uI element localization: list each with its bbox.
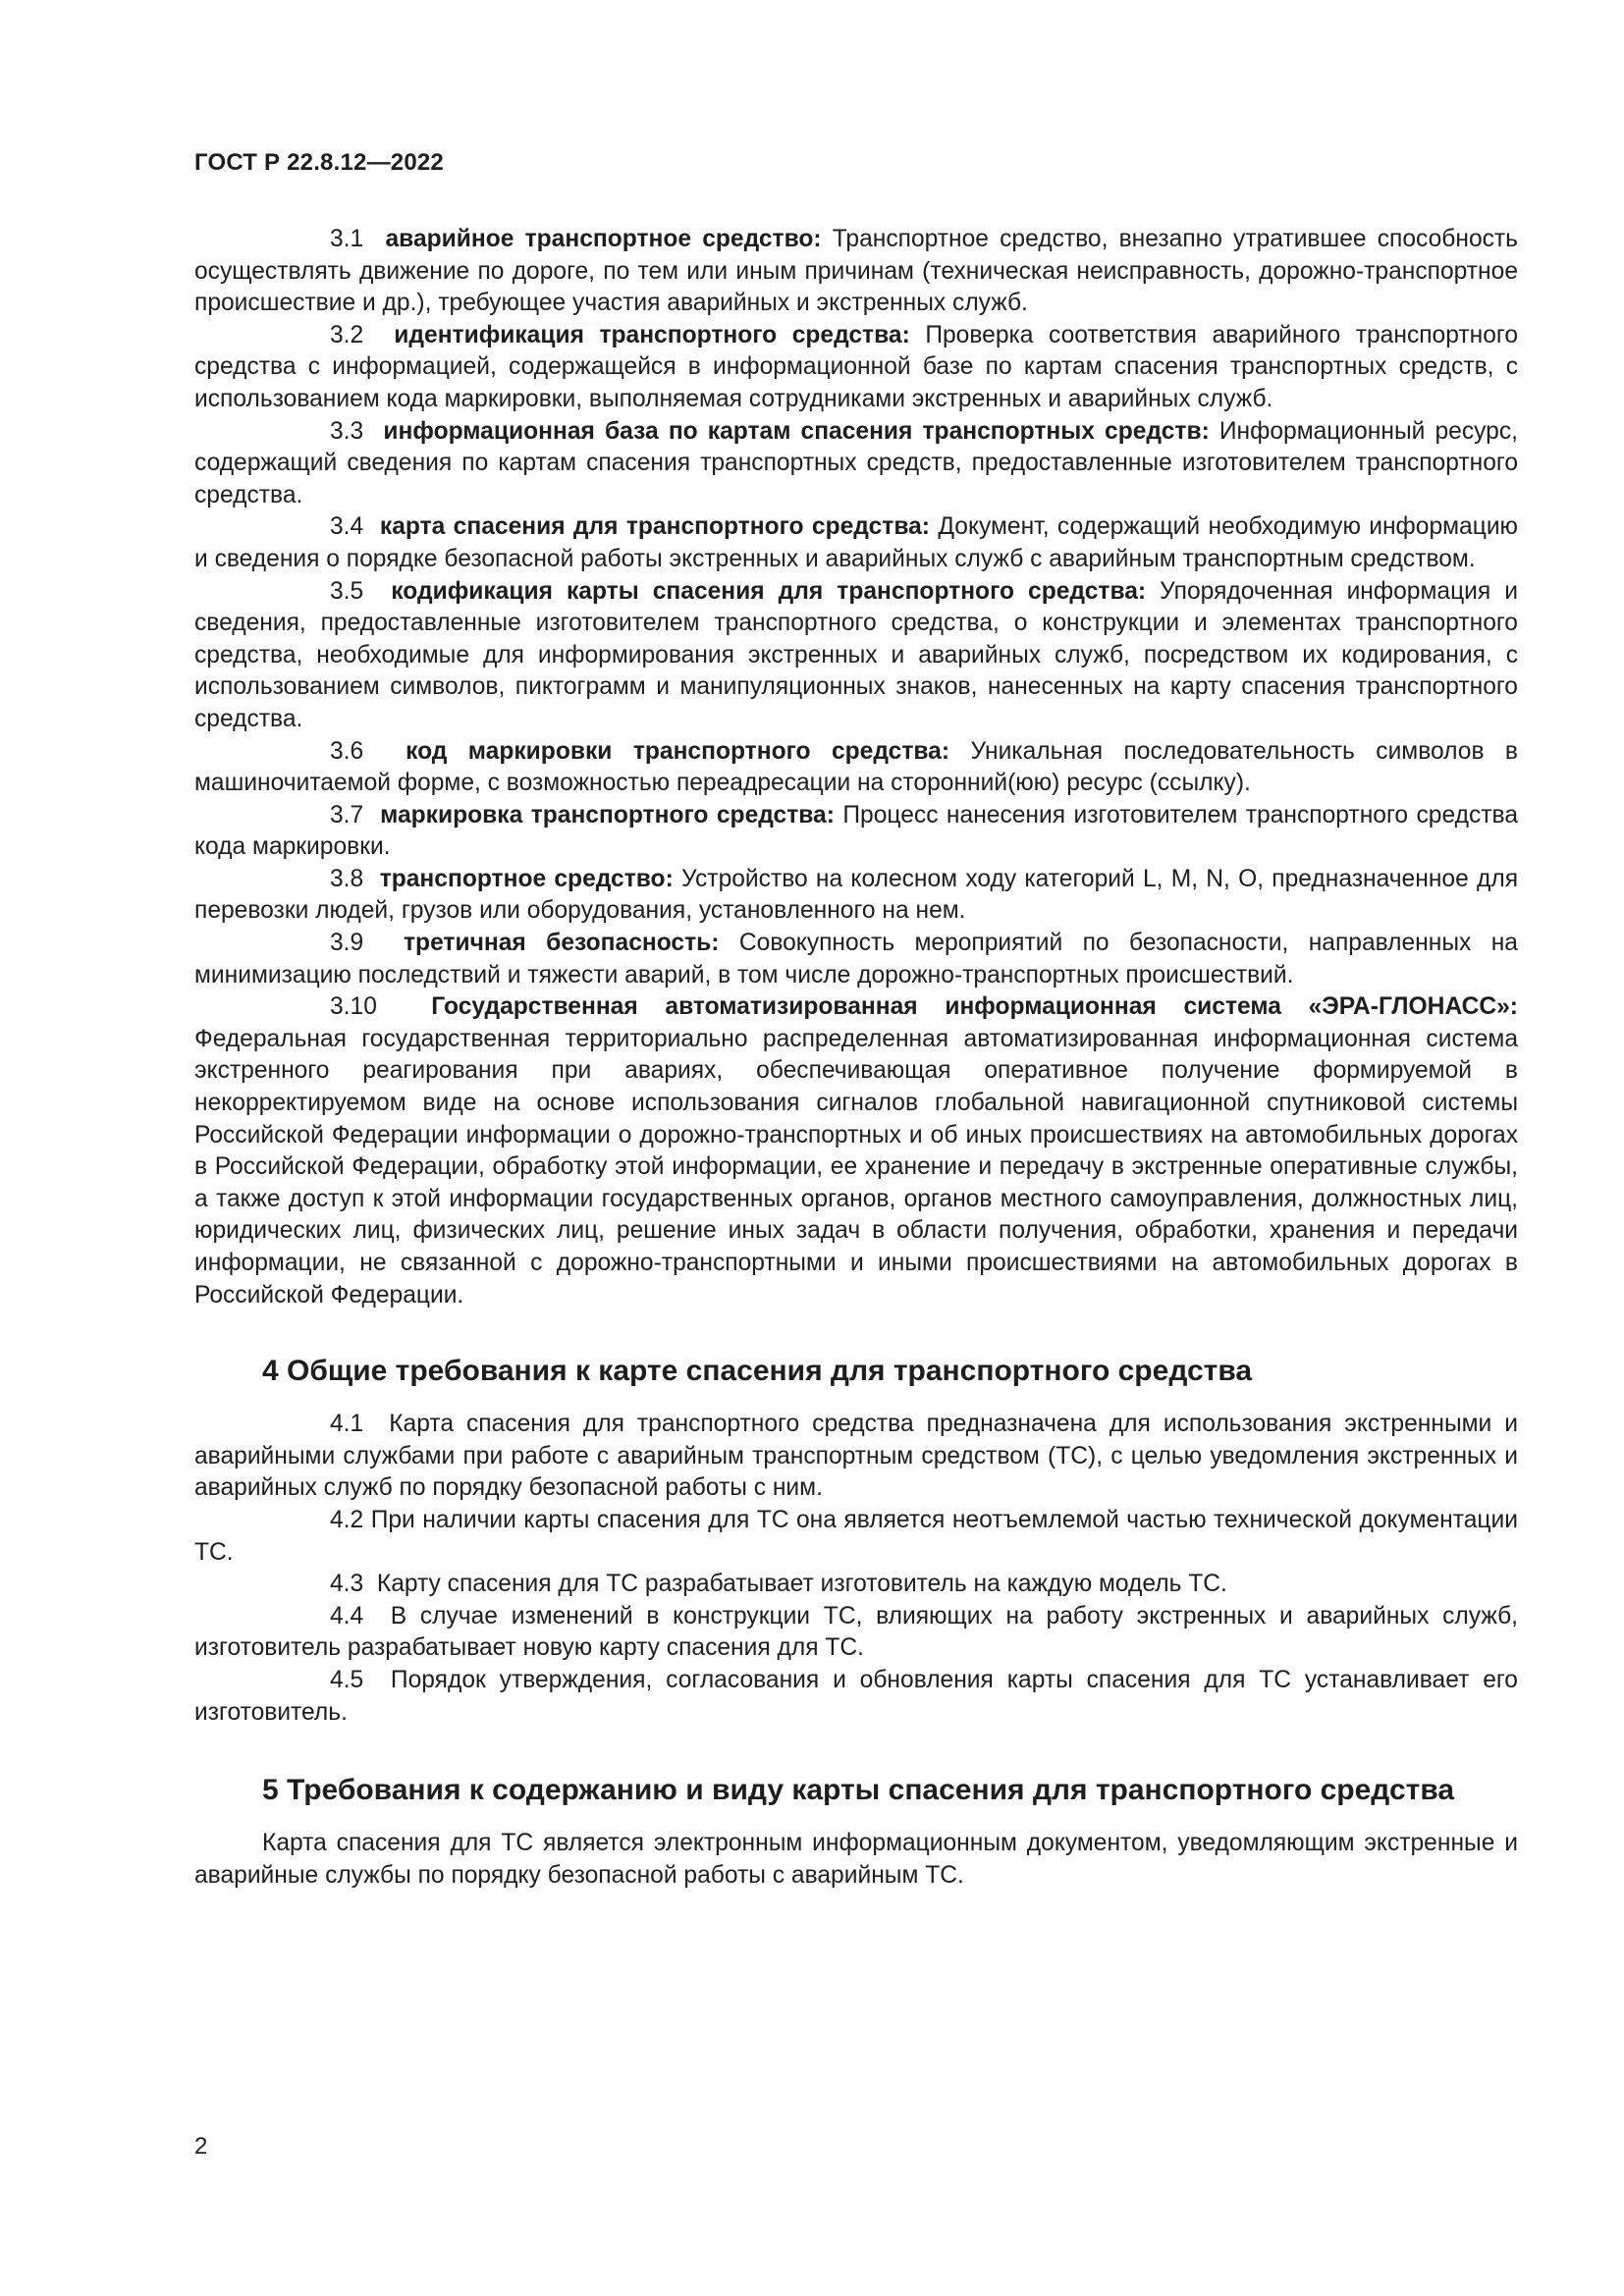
clause-text: Порядок утверждения, согласования и обновления карты спасения для ТС устанавливает его изготовитель.	[194, 1666, 1518, 1726]
clause-4-1	[194, 1409, 1518, 1505]
term: кодификация карты спасения для транспортного средства:	[391, 577, 1147, 605]
term: карта спасения для транспортного средства:	[379, 513, 930, 541]
definition-3-5	[194, 576, 1518, 736]
definition-3-1	[194, 224, 1518, 320]
section-5-text: Карта спасения для ТС является электронным информационным документом, уведомляющим экстренные и аварийные службы по порядку безопасной работы с аварийным ТС.	[194, 1830, 1518, 1889]
clause-text: При наличии карты спасения для ТС она является неотъемлемой частью технической документации ТС.	[194, 1506, 1518, 1566]
definition-text: Устройство на колесном ходу категорий L, M, N, O, предназначенное для перевозки людей, грузов или оборудования, установленного на нем.	[194, 865, 1519, 925]
definition-text: Информационный ресурс, содержащий сведения по картам спасения транспортных средств, предоставленные изготовителем транспортного средства.	[194, 417, 1518, 508]
clause-text: Карту спасения для ТС разрабатывает изготовитель на каждую модель ТС.	[376, 1571, 1227, 1598]
clause-4-5	[194, 1665, 1518, 1729]
term: третичная безопасность:	[404, 930, 720, 957]
clause-number: 4.1	[330, 1411, 364, 1438]
definition-3-2	[194, 320, 1518, 416]
definition-text: Совокупность мероприятий по безопасности, направленных на минимизацию последствий и тяжести аварий, в том числе дорожно-транспортных происшествий.	[194, 930, 1518, 988]
definition-3-9	[194, 928, 1518, 991]
clause-number: 3.10	[330, 993, 377, 1021]
page-content	[194, 224, 1518, 1892]
term: информационная база по картам спасения транспортных средств:	[383, 417, 1210, 445]
definition-text: Документ, содержащий необходимую информацию и сведения о порядке безопасной работы экстренных и аварийных служб с аварийным транспортным средством.	[194, 513, 1519, 572]
clause-number: 3.3	[330, 417, 364, 445]
definition-3-4	[194, 511, 1518, 575]
clause-number: 4.2	[330, 1506, 364, 1533]
section-5-heading: 5 Требования к содержанию и виду карты спасения для транспортного средства	[262, 1774, 1455, 1807]
clause-number: 3.1	[330, 226, 364, 252]
definition-3-6	[194, 736, 1518, 800]
clause-number: 3.2	[330, 321, 364, 348]
clause-number: 3.7	[330, 801, 364, 828]
definition-3-10	[194, 991, 1518, 1311]
term: Государственная автоматизированная информационная система «ЭРА-ГЛОНАСС»:	[431, 993, 1518, 1021]
term: аварийное транспортное средство:	[385, 226, 822, 252]
page-number: 2	[194, 2133, 208, 2160]
clause-number: 3.5	[330, 577, 364, 605]
clause-number: 4.3	[330, 1571, 364, 1598]
term: транспортное средство:	[379, 865, 674, 892]
definition-text: Федеральная государственная территориально распределенная автоматизированная информационная система экстренного реагирования при авариях, обеспечивающая оперативное получение формируемой в некорректируемом виде на основе использования сигналов глобальной навигационной спутниковой системы Российской Федерации информации о дорожно-транспортных и об иных происшествиях на автомобильных дорогах в Российской Федерации, обработку этой информации, ее хранение и передачу в экстренные оперативные службы, а также доступ к этой информации государственных органов, органов местного самоуправления, должностных лиц, юридических лиц, физических лиц, решение иных задач в области получения, обработки, хранения и передачи информации, не связанной с дорожно-транспортными и иными происшествиями на автомобильных дорогах в Российской Федерации.	[194, 1025, 1518, 1308]
term: код маркировки транспортного средства:	[406, 737, 950, 765]
clause-number: 4.4	[330, 1602, 364, 1629]
definition-3-7	[194, 800, 1518, 864]
definition-text: Проверка соответствия аварийного транспортного средства с информацией, содержащейся в информационной базе по картам спасения транспортных средств, с использованием кода маркировки, выполняемая сотрудниками экстренных и аварийных служб.	[194, 321, 1518, 412]
definition-text: Транспортное средство, внезапно утратившее способность осуществлять движение по дороге, по тем или иным причинам (техническая неисправность, дорожно-транспортное происшествие и др.), требующее участия аварийных и экстренных служб.	[194, 226, 1518, 317]
term: идентификация транспортного средства:	[394, 321, 910, 348]
clause-4-3	[194, 1569, 1518, 1601]
clause-4-4	[194, 1601, 1518, 1665]
clause-number: 3.4	[330, 513, 364, 541]
clause-number: 3.9	[330, 930, 364, 957]
clause-4-2	[194, 1505, 1518, 1569]
clause-number: 4.5	[330, 1666, 364, 1693]
clause-number: 3.8	[330, 865, 364, 892]
definition-3-3	[194, 416, 1518, 512]
clause-text: Карта спасения для транспортного средства предназначена для использования экстренными и аварийными службами при работе с аварийным транспортным средством (ТС), с целью уведомления экстренных и аварийных служб по порядку безопасной работы с ним.	[194, 1411, 1518, 1502]
definition-3-8	[194, 864, 1518, 928]
document-code-header: ГОСТ Р 22.8.12—2022	[194, 149, 444, 176]
term: маркировка транспортного средства:	[380, 801, 835, 828]
clause-number: 3.6	[330, 737, 364, 765]
definition-text: Уникальная последовательность символов в машиночитаемой форме, с возможностью переадресации на сторонний(юю) ресурс (ссылку).	[194, 737, 1519, 797]
clause-text: В случае изменений в конструкции ТС, влияющих на работу экстренных и аварийных служб, изготовитель разрабатывает новую карту спасения для ТС.	[194, 1602, 1519, 1662]
definition-text: Процесс нанесения изготовителем транспортного средства кода маркировки.	[194, 801, 1518, 861]
section-4-heading: 4 Общие требования к карте спасения для транспортного средства	[262, 1355, 1253, 1388]
definition-text: Упорядоченная информация и сведения, предоставленные изготовителем транспортного средства, о конструкции и элементах транспортного средства, необходимые для информирования экстренных и аварийных служб, посредством их кодирования, с использованием символов, пиктограмм и манипуляционных знаков, нанесенных на карту спасения транспортного средства.	[194, 577, 1518, 732]
